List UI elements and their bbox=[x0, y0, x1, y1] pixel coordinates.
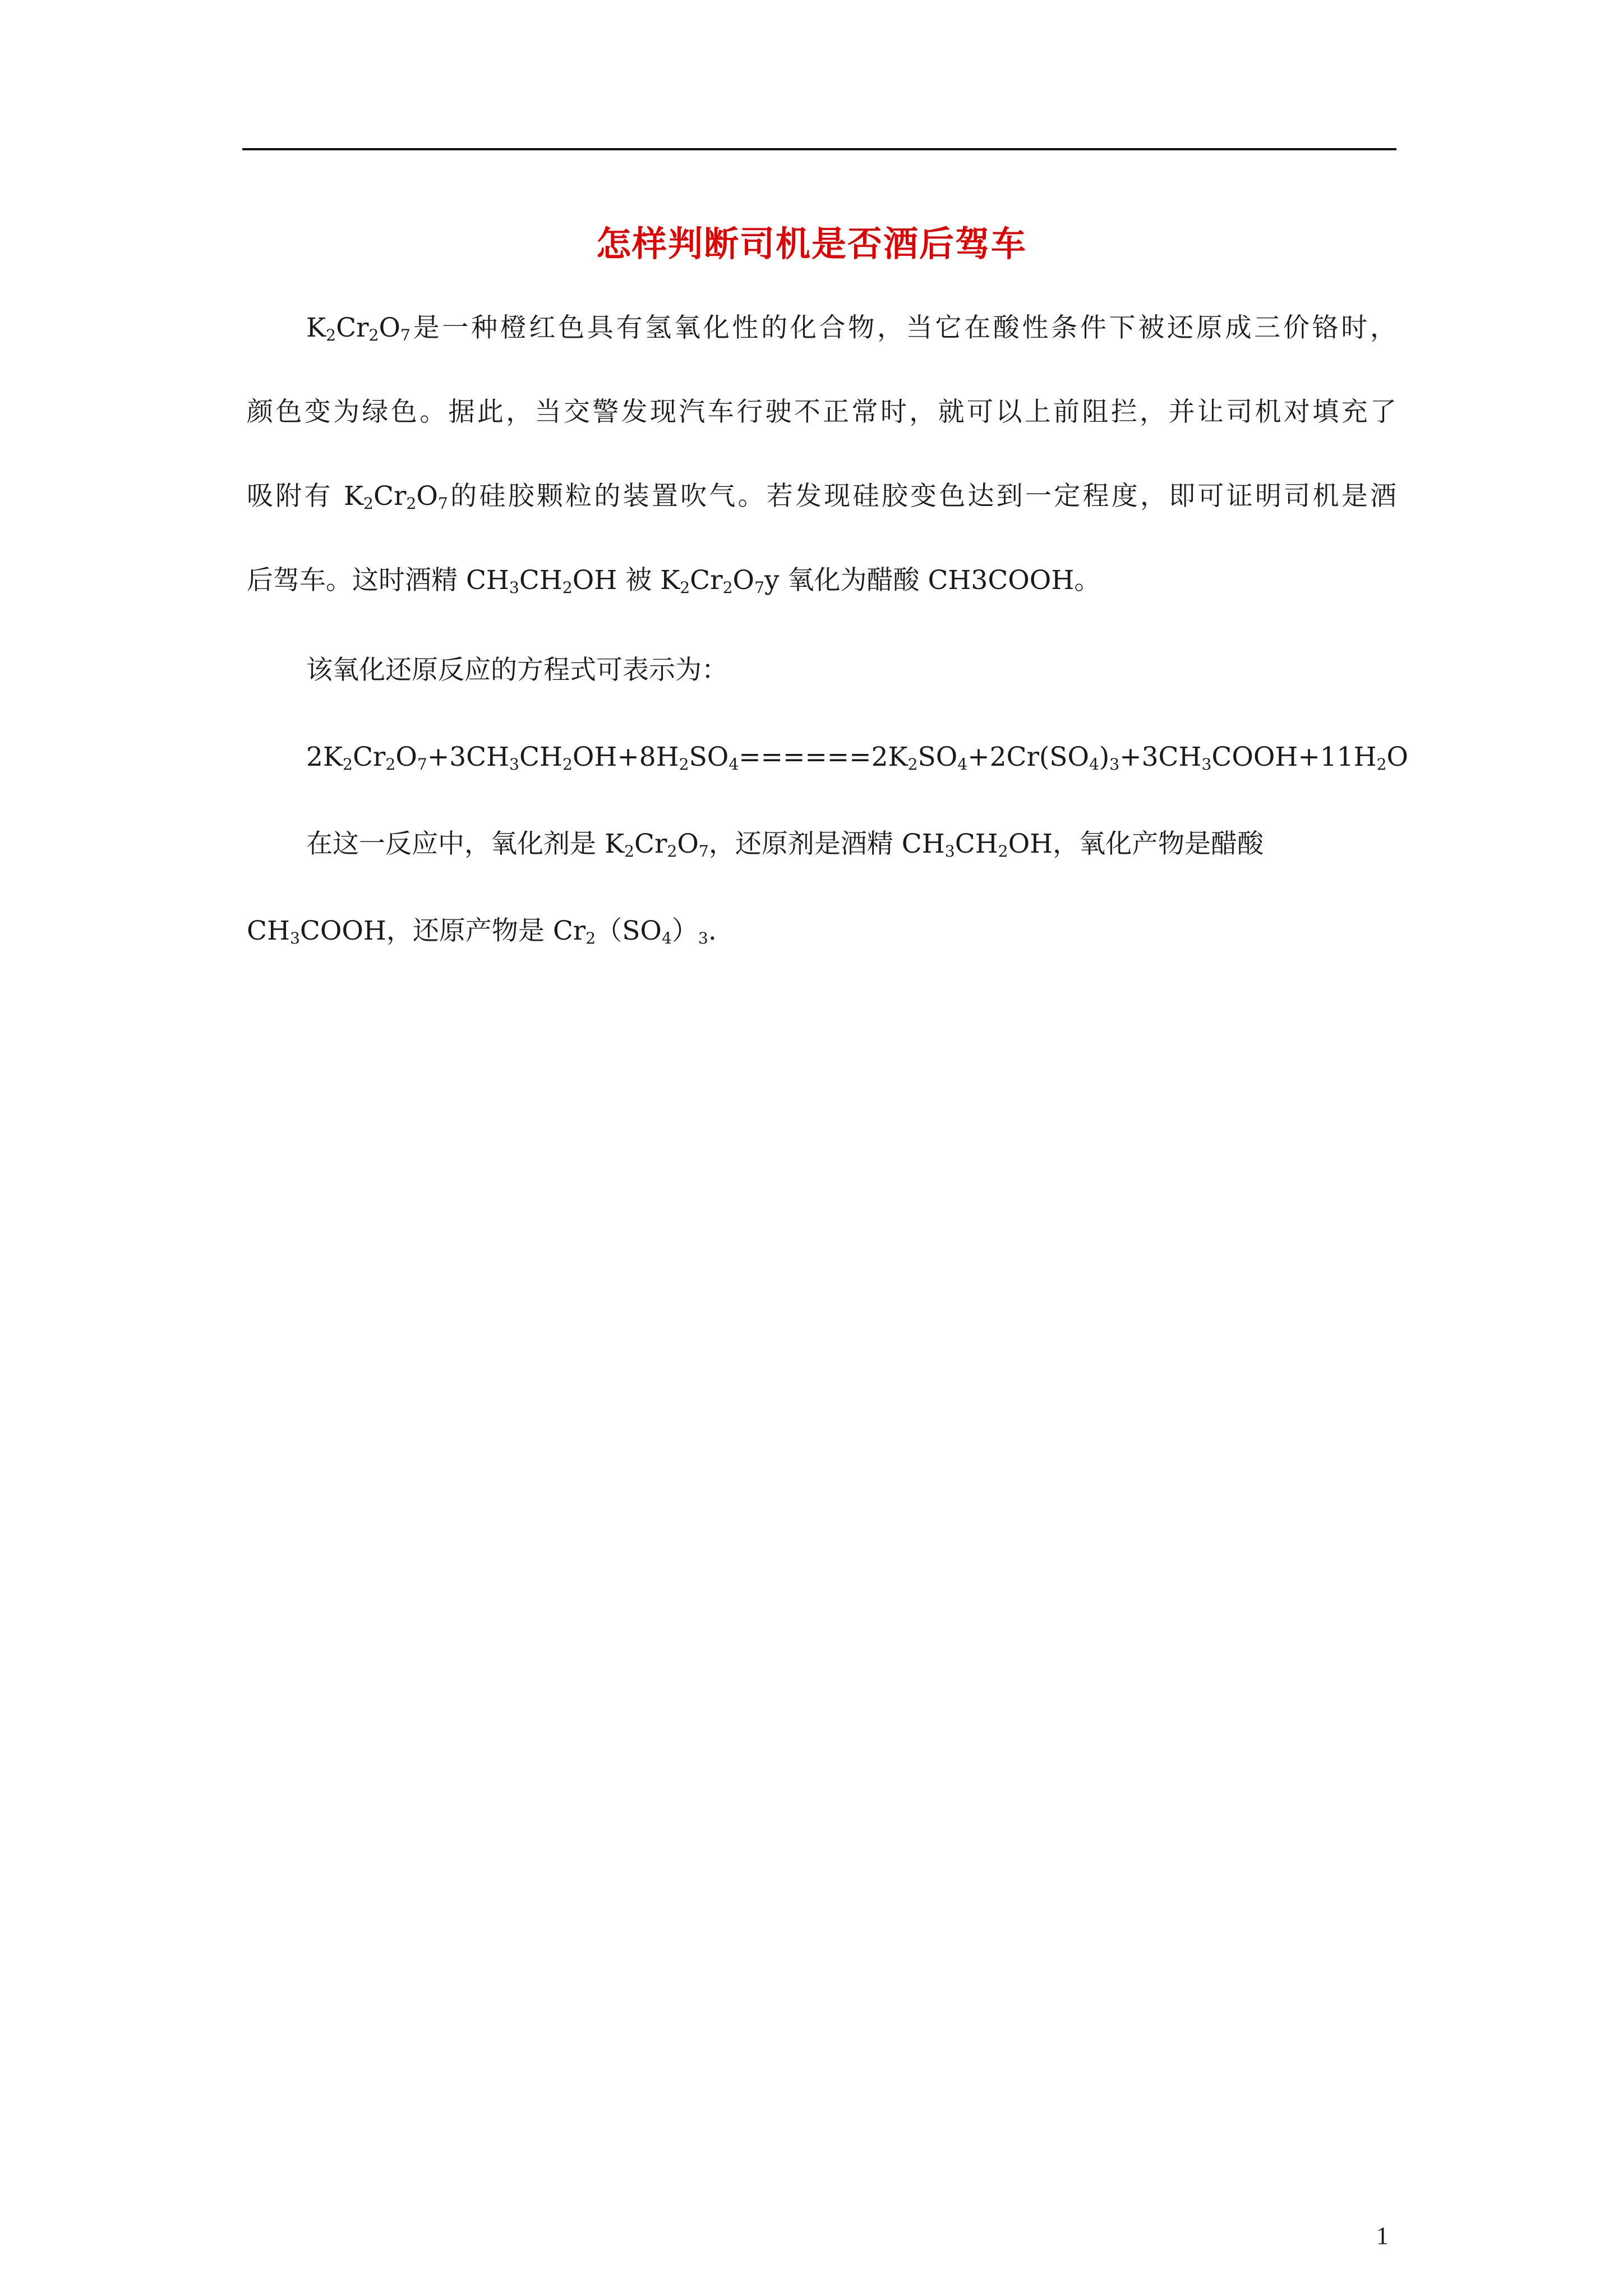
paragraph-1-line-4: 后驾车。这时酒精 $CH_3CH_2OH$ 被 $K_2Cr_2O_7y$ 氧化为醋酸 CH3COOH。 bbox=[247, 565, 1101, 597]
page-number: 1 bbox=[1376, 2222, 1389, 2249]
paragraph-1-line-3: 吸附有 $K_2Cr_2O_7$的硅胶颗粒的装置吹气。若发现硅胶变色达到一定程度，即可证明司机是酒 bbox=[247, 481, 1396, 513]
paragraph-3-line-1: 在这一反应中，氧化剂是 $K_2Cr_2O_7$，还原剂是酒精 $CH_3CH_2OH$，氧化产物是醋酸 bbox=[306, 829, 1264, 861]
paragraph-3-line-2: $CH_3COOH$，还原产物是 $Cr_2(SO_4)_3$. bbox=[247, 915, 717, 948]
paragraph-2: 该氧化还原反应的方程式可表示为： bbox=[306, 655, 728, 685]
chemical-equation: $2K_2Cr_2O_7+3CH_3CH_2OH+8H_2SO_4======2K_2SO_4+2Cr(SO_4)_3+3CH_3COOH+11H_2O$ bbox=[306, 742, 1409, 774]
page-title: 怎样判断司机是否酒后驾车 bbox=[596, 223, 1027, 264]
paragraph-1-line-1: $K_2Cr_2O_7$是一种橙红色具有氢氧化性的化合物，当它在酸性条件下被还原成三价铬时， bbox=[306, 312, 1396, 345]
paragraph-1-line-2: 颜色变为绿色。据此，当交警发现汽车行驶不正常时，就可以上前阻拦，并让司机对填充了 bbox=[247, 397, 1396, 427]
header-rule bbox=[242, 148, 1396, 150]
